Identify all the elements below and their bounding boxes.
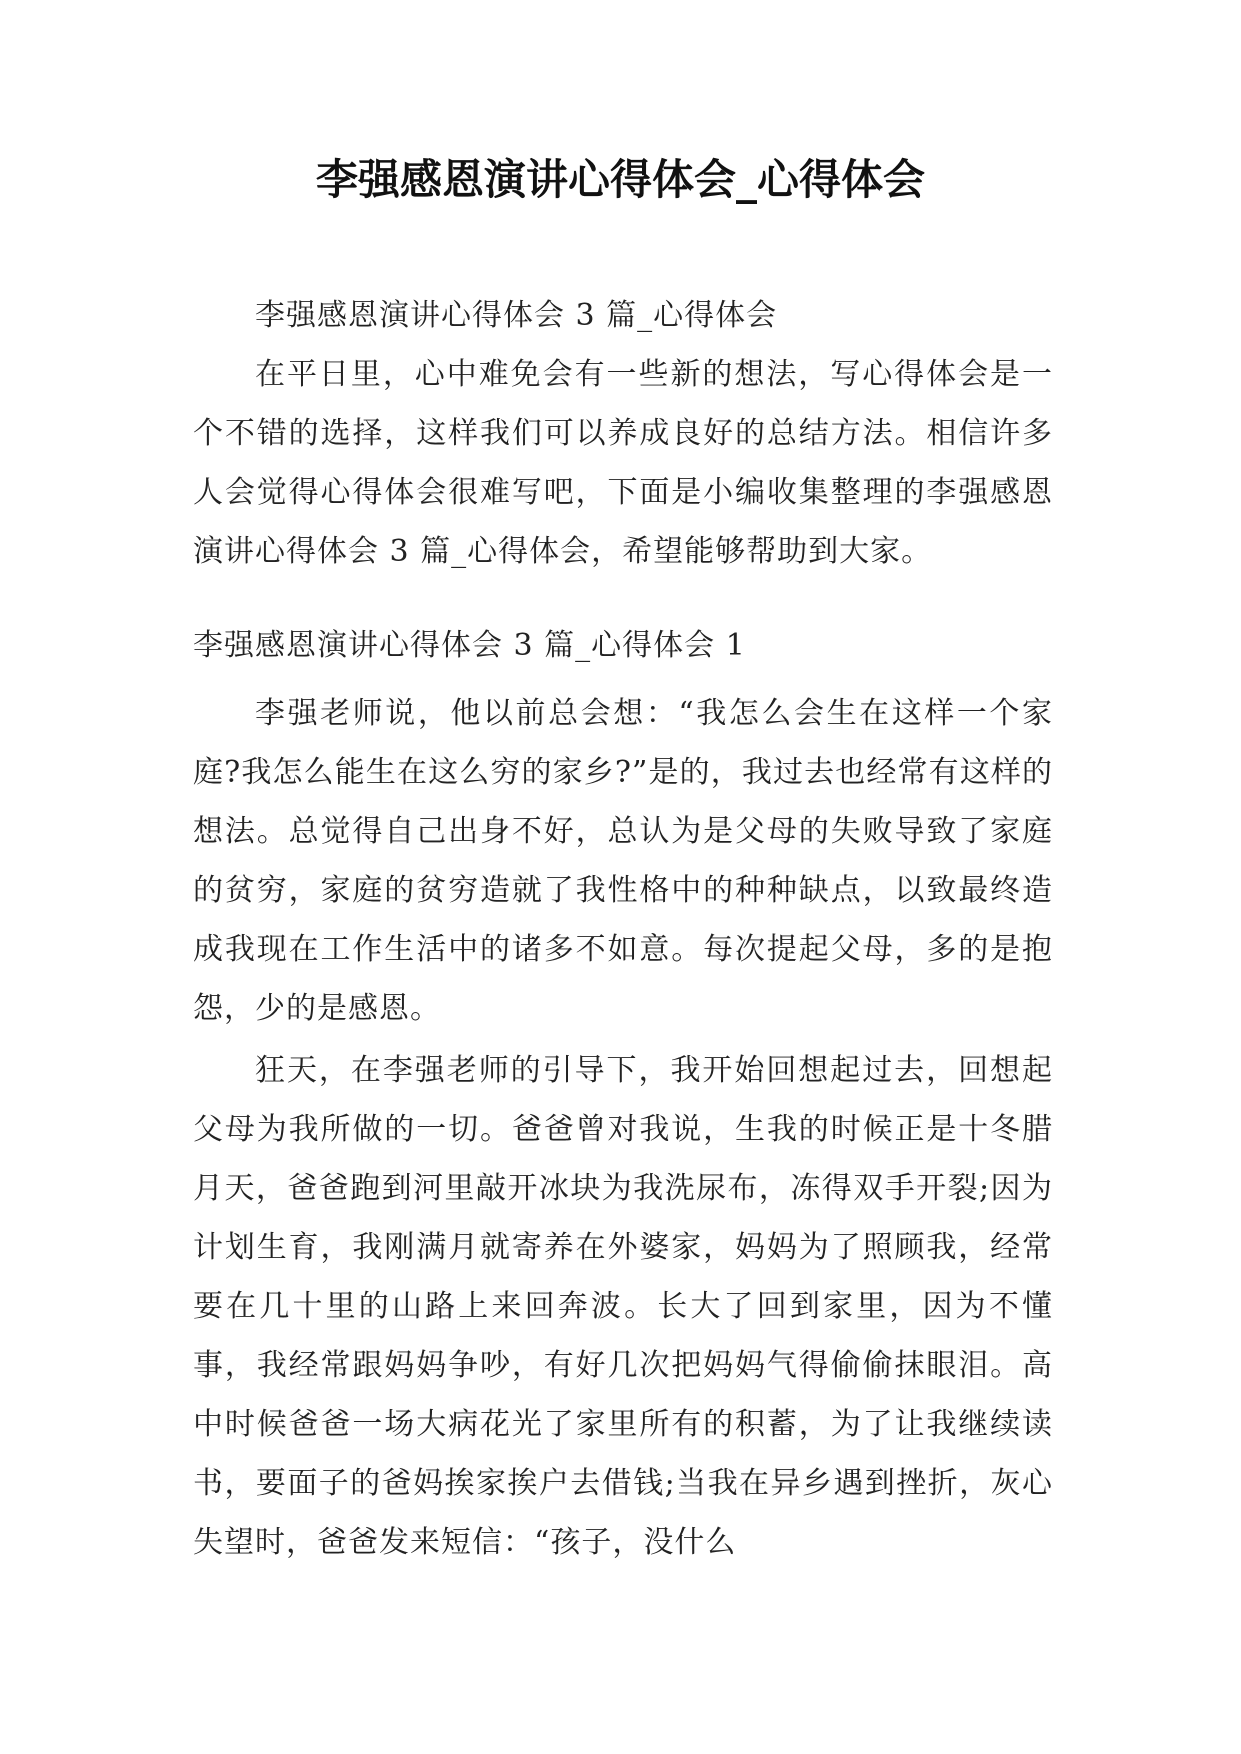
document-title: 李强感恩演讲心得体会_心得体会: [315, 155, 925, 204]
body-paragraph: 狂天，在李强老师的引导下，我开始回想起过去，回想起父母为我所做的一切。爸爸曾对我说，生我的时候正是十冬腊月天，爸爸跑到河里敲开冰块为我洗尿布，冻得双手开裂;因为计划生育，我刚满月就寄养在外婆家，妈妈为了照顾我，经常要在几十里的山路上来回奔波。长大了回到家里，因为不懂事，我经常跟妈妈争吵，有好几次把妈妈气得偷偷抹眼泪。高中时候爸爸一场大病花光了家里所有的积蓄，为了让我继续读书，要面子的爸妈挨家挨户去借钱;当我在异乡遇到挫折，灰心失望时，爸爸发来短信：“孩子，没什么: [193, 1053, 1053, 1560]
body-paragraph: 李强老师说，他以前总会想：“我怎么会生在这样一个家庭?我怎么能生在这么穷的家乡?”是的，我过去也经常有这样的想法。总觉得自己出身不好，总认为是父母的失败导致了家庭的贫穷，家庭的贫穷造就了我性格中的种种缺点，以致最终造成我现在工作生活中的诸多不如意。每次提起父母，多的是抱怨，少的是感恩。: [193, 696, 1053, 1026]
section-heading: 李强感恩演讲心得体会 3 篇_心得体会 1: [193, 628, 746, 663]
intro-paragraph: 在平日里，心中难免会有一些新的想法，写心得体会是一个不错的选择，这样我们可以养成良好的总结方法。相信许多人会觉得心得体会很难写吧，下面是小编收集整理的李强感恩演讲心得体会 3 篇_心得体会，希望能够帮助到大家。: [193, 357, 1053, 569]
document-subtitle: 李强感恩演讲心得体会 3 篇_心得体会: [255, 298, 778, 333]
